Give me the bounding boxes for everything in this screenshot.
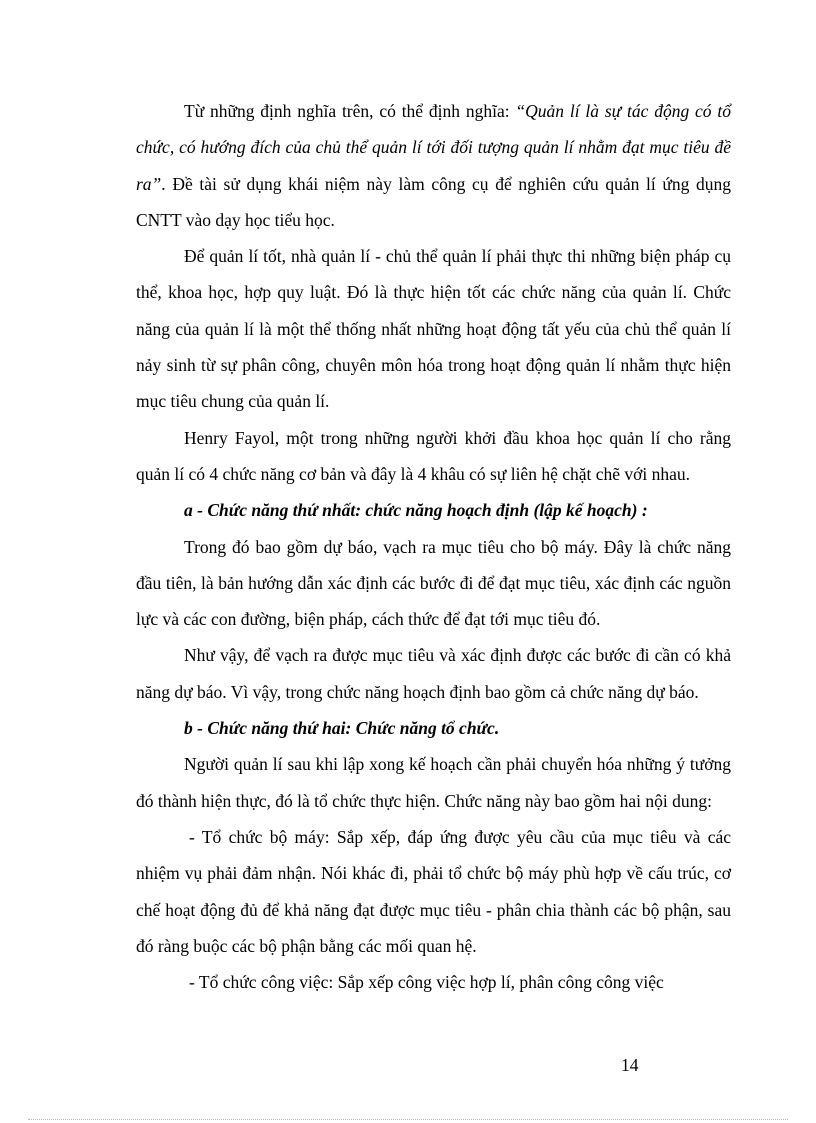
heading-function-organizing: b - Chức năng thứ hai: Chức năng tổ chức.: [184, 718, 500, 739]
paragraph-organize-apparatus: - Tổ chức bộ máy: Sắp xếp, đáp ứng được yêu cầu của mục tiêu và các nhiệm vụ phải đảm nhận. Nói khác đi, phải tổ chức bộ máy phù hợp về cấu trúc, cơ chế hoạt động đủ để khả năng đạt được mục tiêu - phân chia thành các bộ phận, sau đó ràng buộc các bộ phận bằng các mối quan hệ.: [136, 826, 731, 956]
page-number: 14: [621, 1055, 639, 1075]
paragraph-definition-intro: Từ những định nghĩa trên, có thể định nghĩa:: [184, 101, 516, 121]
paragraph-definition: [136, 93, 731, 238]
paragraph-organize-work: - Tổ chức công việc: Sắp xếp công việc hợp lí, phân công công việc: [189, 972, 664, 993]
paragraph-definition-outro: . Đề tài sử dụng khái niệm này làm công cụ để nghiên cứu quản lí ứng dụng CNTT vào dạy học tiểu học.: [136, 173, 731, 230]
definition-quote: “Quản lí là sự tác động có tổ chức, có hướng đích của chủ thể quản lí tới đối tượng quản lí nhằm đạt mục tiêu đề ra”: [136, 101, 731, 194]
page-body: [136, 93, 731, 1000]
paragraph-organizing-description: Người quản lí sau khi lập xong kế hoạch cần phải chuyển hóa những ý tưởng đó thành hiện thực, đó là tổ chức thực hiện. Chức năng này bao gồm hai nội dung:: [136, 754, 731, 811]
paragraph-henry-fayol: Henry Fayol, một trong những người khởi đầu khoa học quản lí cho rằng quản lí có 4 chức năng cơ bản và đây là 4 khâu có sự liên hệ chặt chẽ với nhau.: [136, 427, 731, 484]
heading-function-planning: a - Chức năng thứ nhất: chức năng hoạch định (lập kế hoạch) :: [184, 500, 648, 521]
paragraph-management-functions: Để quản lí tốt, nhà quản lí - chủ thể quản lí phải thực thi những biện pháp cụ thể, khoa học, hợp quy luật. Đó là thực hiện tốt các chức năng của quản lí. Chức năng của quản lí là một thể thống nhất những hoạt động tất yếu của chủ thể quản lí nảy sinh từ sự phân công, chuyên môn hóa trong hoạt động quản lí nhằm thực hiện mục tiêu chung của quản lí.: [136, 246, 731, 412]
paragraph-planning-description: Trong đó bao gồm dự báo, vạch ra mục tiêu cho bộ máy. Đây là chức năng đầu tiên, là bản hướng dẫn xác định các bước đi để đạt mục tiêu, xác định các nguồn lực và các con đường, biện pháp, cách thức để đạt tới mục tiêu đó.: [136, 536, 731, 630]
page-bottom-rule: [28, 1119, 788, 1120]
paragraph-forecasting: Như vậy, để vạch ra được mục tiêu và xác định được các bước đi cần có khả năng dự báo. Vì vậy, trong chức năng hoạch định bao gồm cả chức năng dự báo.: [136, 645, 731, 702]
